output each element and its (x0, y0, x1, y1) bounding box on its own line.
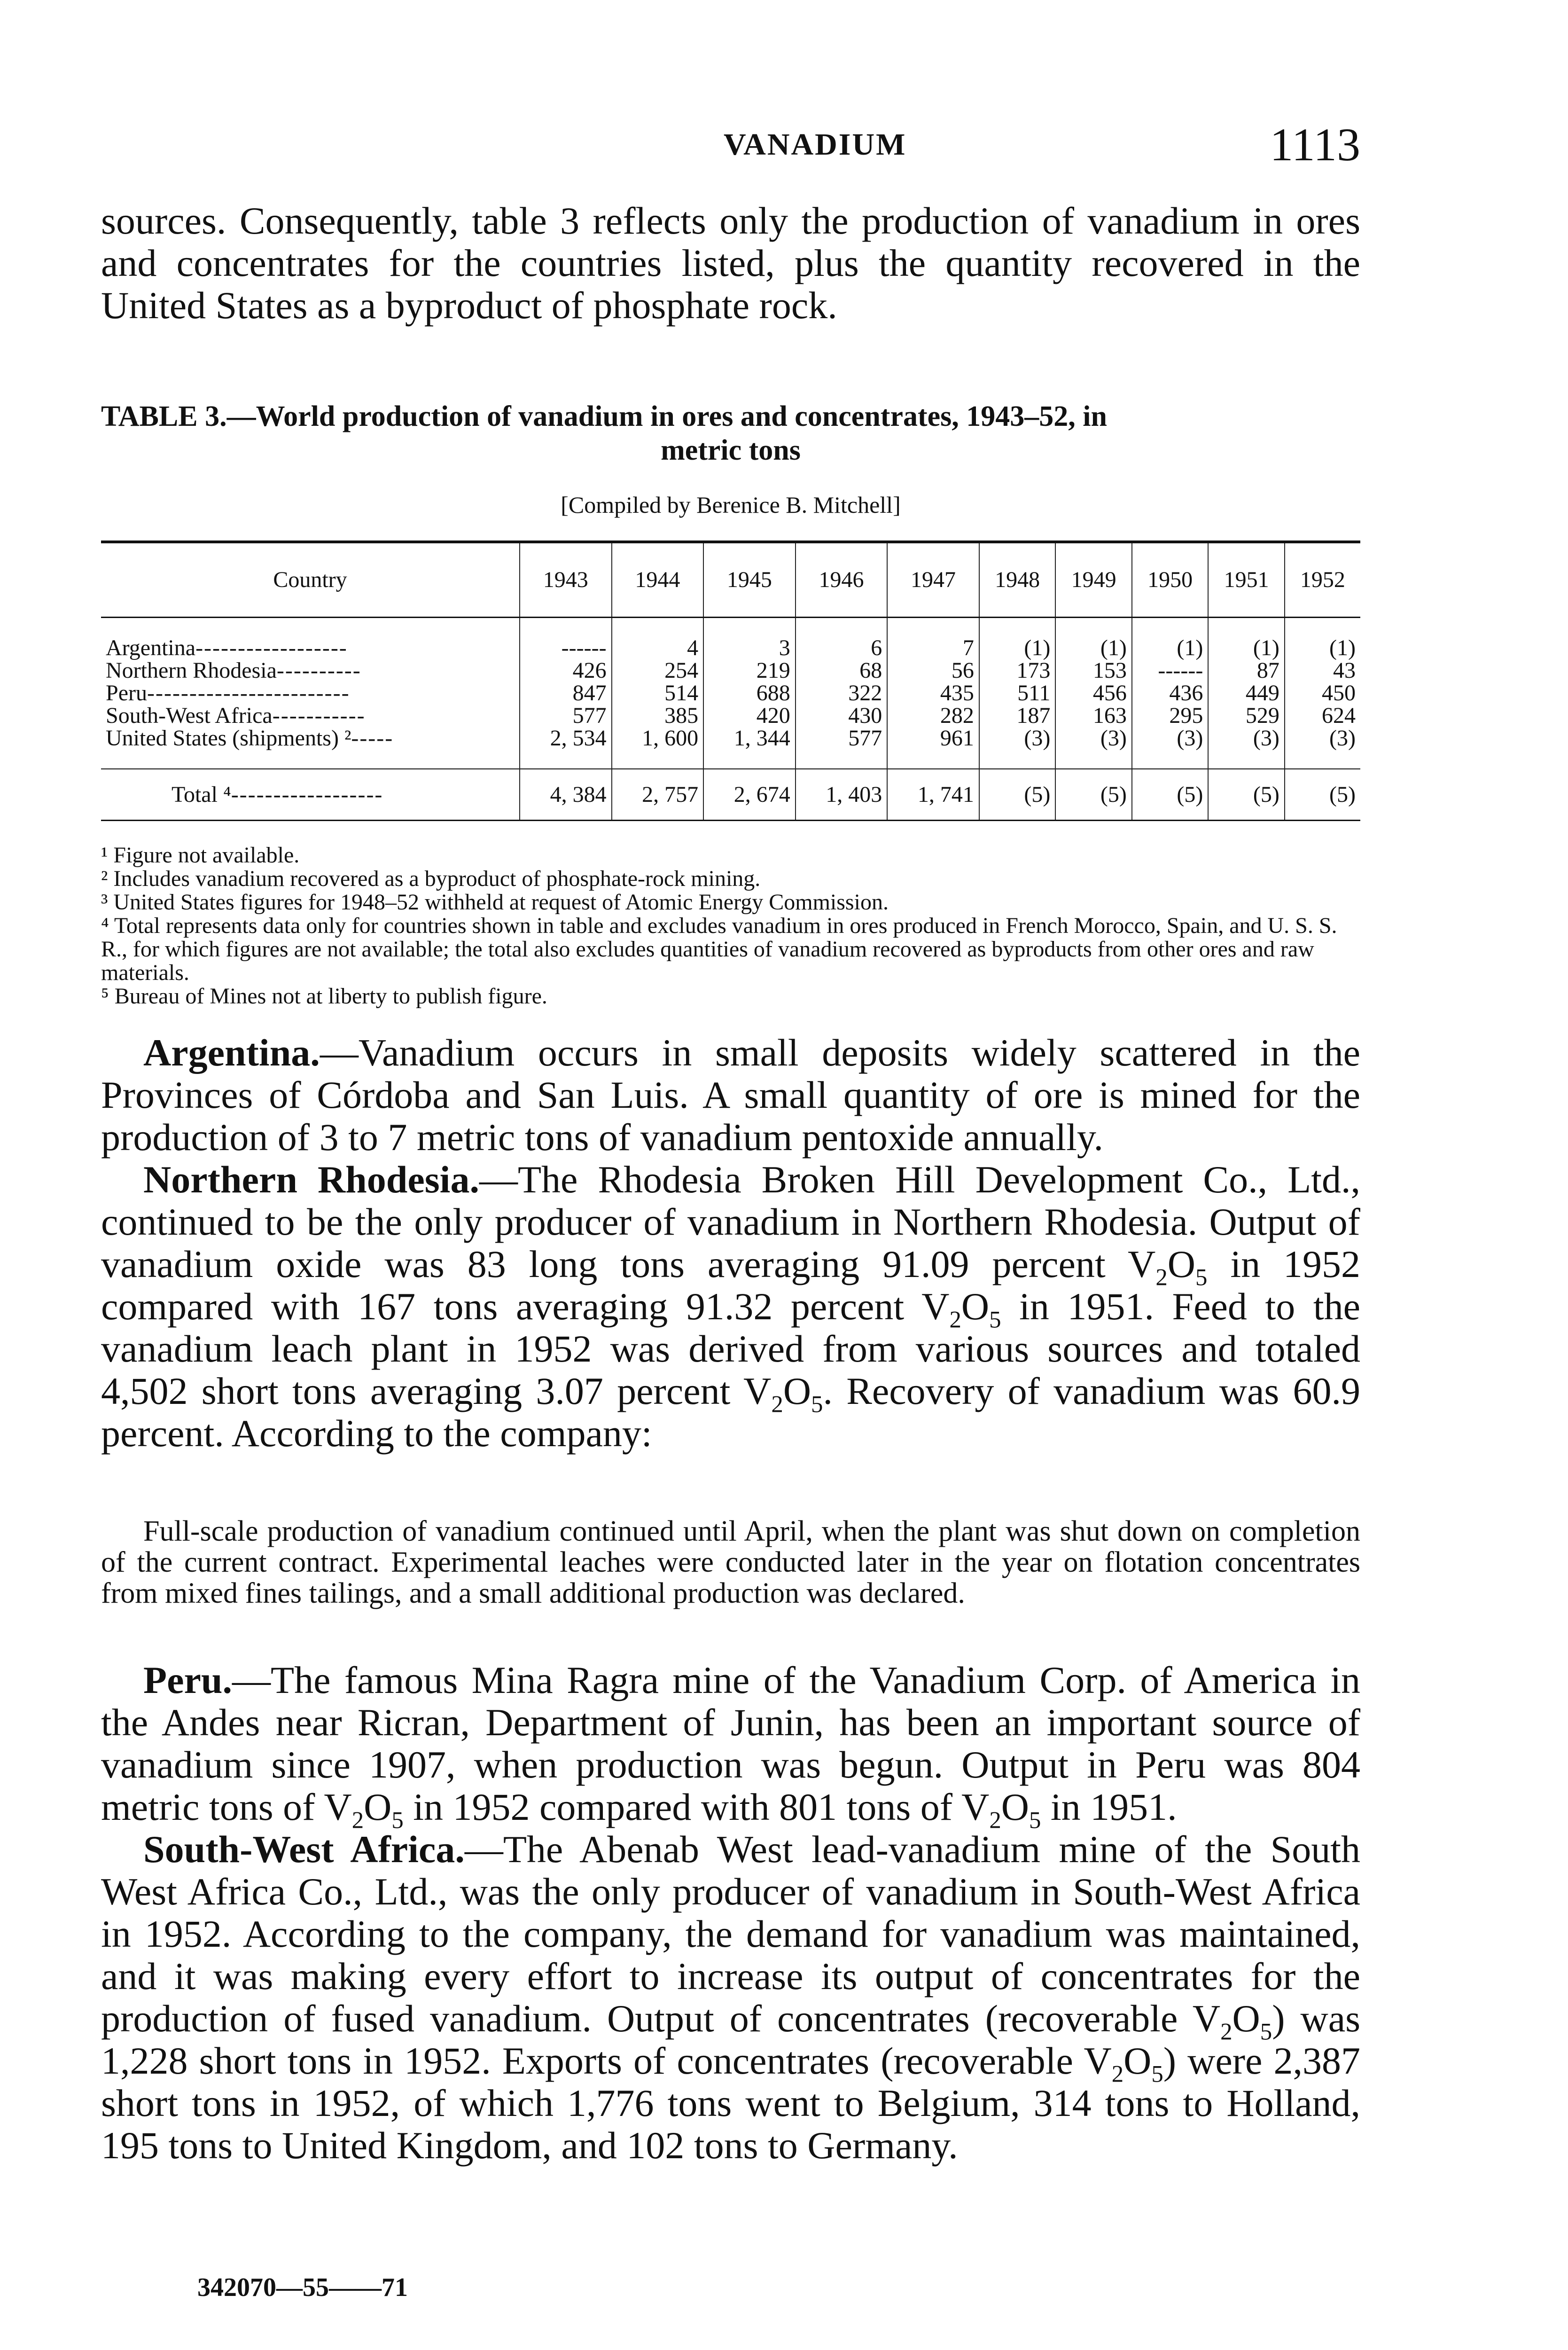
running-title: VANADIUM (724, 127, 907, 162)
cell: 385 (612, 705, 704, 727)
row-country: Peru------------------------ (106, 680, 350, 705)
cell: 4, 384 (520, 769, 612, 821)
cell: 56 (887, 659, 979, 682)
quote-text: Full-scale production of vanadium continued until April, when the plant was shut down on completion of the current contract. Experimental leaches were conducted later in the year on flotation concentrates from mixed fines tailings, and a small additional production was declared. (101, 1515, 1360, 1609)
cell: (1) (1055, 617, 1132, 659)
cell: (1) (1132, 617, 1209, 659)
header-1950: 1950 (1132, 542, 1209, 617)
heading-south-west-africa: South-West Africa. (143, 1828, 465, 1871)
table-row (101, 727, 1360, 769)
cell: 7 (887, 617, 979, 659)
row-country: United States (shipments) ²----- (106, 725, 394, 751)
cell: 577 (520, 705, 612, 727)
paragraph-argentina: Argentina.—Vanadium occurs in small deposits widely scattered in the Provinces of Córdoba and San Luis. A small quantity of ore is mined for the production of 3 to 7 metric tons of vanadium pentoxide annually. (101, 1031, 1360, 1159)
table-footnotes (101, 844, 1360, 1008)
cell: (3) (1208, 727, 1285, 769)
heading-argentina: Argentina. (143, 1031, 320, 1074)
block-quote (101, 1516, 1360, 1609)
cell: 456 (1055, 682, 1132, 705)
section-argentina-and-rhodesia (101, 1032, 1360, 1455)
cell: 449 (1208, 682, 1285, 705)
cell: 514 (612, 682, 704, 705)
cell: 163 (1055, 705, 1132, 727)
cell: 4 (612, 617, 704, 659)
header-1948: 1948 (979, 542, 1056, 617)
table-total-row (101, 769, 1360, 821)
total-label: Total ⁴------------------ (172, 782, 383, 807)
cell: 1, 344 (703, 727, 796, 769)
cell: (1) (1285, 617, 1360, 659)
table-compiled-by: [Compiled by Berenice B. Mitchell] (561, 492, 901, 518)
cell: 2, 757 (612, 769, 704, 821)
cell: (1) (979, 617, 1056, 659)
cell: 68 (796, 659, 888, 682)
cell: 847 (520, 682, 612, 705)
header-1952: 1952 (1285, 542, 1360, 617)
footnote: ¹ Figure not available. (101, 843, 300, 868)
cell: 511 (979, 682, 1056, 705)
cell: 420 (703, 705, 796, 727)
cell: 153 (1055, 659, 1132, 682)
cell: (3) (1285, 727, 1360, 769)
cell: (3) (1132, 727, 1209, 769)
header-1947: 1947 (887, 542, 979, 617)
cell: (5) (1285, 769, 1360, 821)
cell: 43 (1285, 659, 1360, 682)
intro-text: sources. Consequently, table 3 reflects only the production of vanadium in ores and concentrates for the countries listed, plus the quantity recovered in the United States as a byproduct of phosphate rock. (101, 199, 1360, 327)
running-head (101, 118, 1360, 174)
paragraph-south-west-africa: South-West Africa.—The Abenab West lead-vanadium mine of the South West Africa Co., Ltd., was the only producer of vanadium in South-West Africa in 1952. According to the company, the demand for vanadium was maintained, and it was making every effort to increase its output of concentrates for the production of fused vanadium. Output of concentrates (recoverable $V_2O_5$) was 1,228 short tons in 1952. Exports of concentrates (recoverable $V_2O_5$) were 2,387 short tons in 1952, of which 1,776 tons went to Belgium, 314 tons to Holland, 195 tons to United Kingdom, and 102 tons to Germany. (101, 1828, 1361, 2167)
cell: (5) (979, 769, 1056, 821)
cell: (3) (979, 727, 1056, 769)
header-1946: 1946 (796, 542, 888, 617)
row-country: Argentina------------------ (106, 635, 348, 660)
cell: 1, 600 (612, 727, 704, 769)
cell: 282 (887, 705, 979, 727)
header-1945: 1945 (703, 542, 796, 617)
header-1951: 1951 (1208, 542, 1285, 617)
header-1944: 1944 (612, 542, 704, 617)
paragraph-northern-rhodesia: Northern Rhodesia.—The Rhodesia Broken Hill Development Co., Ltd., continued to be the only producer of vanadium in Northern Rhodesia. Output of vanadium oxide was 83 long tons averaging 91.09 percent $V_2O_5$ in 1952 compared with 167 tons averaging 91.32 percent $V_2O_5$ in 1951. Feed to the vanadium leach plant in 1952 was derived from various sources and totaled 4,502 short tons averaging 3.07 percent $V_2O_5$. Recovery of vanadium was 60.9 percent. According to the company: (101, 1158, 1361, 1455)
production-table (101, 540, 1360, 821)
table-row (101, 659, 1360, 682)
footnote: ³ United States figures for 1948–52 withheld at request of Atomic Energy Commission. (101, 890, 889, 915)
heading-peru: Peru. (143, 1659, 232, 1701)
cell: ------ (1132, 659, 1209, 682)
cell: 1, 403 (796, 769, 888, 821)
cell: (5) (1208, 769, 1285, 821)
table-caption-line1: TABLE 3.—World production of vanadium in ores and concentrates, 1943–52, in (101, 400, 1107, 432)
header-country: Country (273, 567, 347, 593)
table-header-row (101, 542, 1360, 617)
cell: 3 (703, 617, 796, 659)
cell: 688 (703, 682, 796, 705)
table-caption-line2: metric tons (661, 434, 801, 466)
cell: 87 (1208, 659, 1285, 682)
header-1949: 1949 (1055, 542, 1132, 617)
row-country: South-West Africa----------- (106, 703, 366, 728)
cell: (1) (1208, 617, 1285, 659)
cell: 187 (979, 705, 1056, 727)
cell: 173 (979, 659, 1056, 682)
header-1943: 1943 (520, 542, 612, 617)
cell: 961 (887, 727, 979, 769)
cell: 322 (796, 682, 888, 705)
page-number: 1113 (1270, 118, 1360, 171)
cell: (3) (1055, 727, 1132, 769)
row-country: Northern Rhodesia---------- (106, 658, 361, 683)
cell: 430 (796, 705, 888, 727)
cell: (5) (1132, 769, 1209, 821)
printer-code: 342070—55——71 (197, 2273, 408, 2302)
intro-paragraph (101, 200, 1360, 327)
cell: 2, 674 (703, 769, 796, 821)
table-row (101, 682, 1360, 705)
section-peru-and-swa (101, 1659, 1360, 2167)
cell: 577 (796, 727, 888, 769)
cell: ------ (520, 617, 612, 659)
cell: 426 (520, 659, 612, 682)
cell: 529 (1208, 705, 1285, 727)
table-caption (101, 400, 1360, 467)
cell: 219 (703, 659, 796, 682)
cell: 436 (1132, 682, 1209, 705)
cell: 2, 534 (520, 727, 612, 769)
cell: 450 (1285, 682, 1360, 705)
footnote: ⁴ Total represents data only for countries shown in table and excludes vanadium in ores produced in French Morocco, Spain, and U. S. S. R., for which figures are not available; the total also excludes quantities of vanadium recovered as byproducts from other ores and raw materials. (101, 913, 1337, 985)
paragraph-peru: Peru.—The famous Mina Ragra mine of the Vanadium Corp. of America in the Andes near Ricran, Department of Junin, has been an important source of vanadium since 1907, when production was begun. Output in Peru was 804 metric tons of $V_2O_5$ in 1952 compared with 801 tons of $V_2O_5$ in 1951. (101, 1659, 1360, 1833)
heading-northern-rhodesia: Northern Rhodesia. (143, 1158, 479, 1201)
footnote: ⁵ Bureau of Mines not at liberty to publish figure. (101, 984, 547, 1009)
cell: 6 (796, 617, 888, 659)
cell: 295 (1132, 705, 1209, 727)
table-row (101, 617, 1360, 659)
cell: (5) (1055, 769, 1132, 821)
cell: 435 (887, 682, 979, 705)
cell: 624 (1285, 705, 1360, 727)
cell: 1, 741 (887, 769, 979, 821)
cell: 254 (612, 659, 704, 682)
footnote: ² Includes vanadium recovered as a byproduct of phosphate-rock mining. (101, 866, 761, 891)
table-row (101, 705, 1360, 727)
